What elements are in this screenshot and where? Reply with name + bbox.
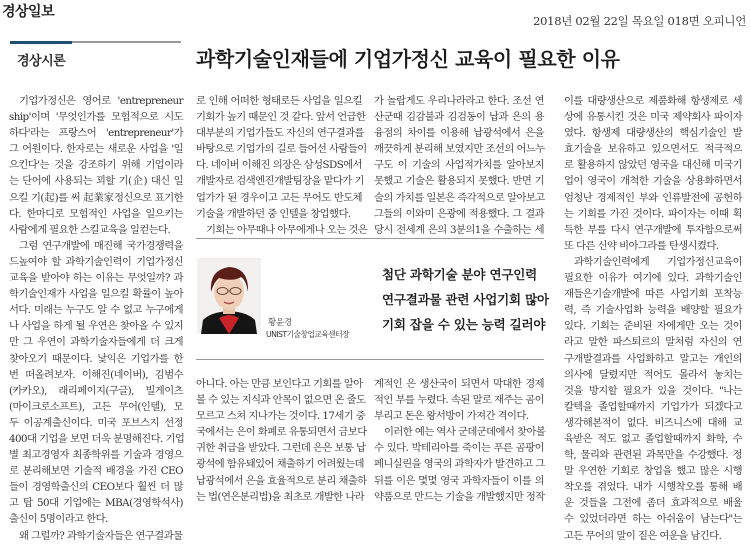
article-text-line: ship'이며 '무엇인가를 모험적으로 시도 <box>9 111 183 124</box>
article-text-line: 업가가 된 경우이고 고든 무어도 반도체 <box>196 191 362 204</box>
subheading-3: 기회 잡을 수 있는 능력 길러야 <box>382 317 546 332</box>
article-text-line: 귀한 취급을 받았다. 그런데 은은 보통 납 <box>196 442 366 455</box>
article-text-line: 별 최고경영자 최종학위를 기술과 경영으 <box>9 449 183 462</box>
article-text-line: 학기술인재가 사업을 일으킬 확률이 높아 <box>9 288 183 301</box>
article-text-line: 출신이 5명이라고 한다. <box>9 513 108 526</box>
article-text-line: 것을 방지할 필요가 있을 것이다. "나는 <box>564 384 742 397</box>
article-text-line: 말 우연한 기회로 창업을 했고 많은 시행 <box>564 465 742 478</box>
article-text-line: 찾아오기 때문이다. 낯익은 기업가를 한 <box>9 352 183 365</box>
article-text-line: 페니실린을 영국의 과학자가 발견하고 그 <box>374 458 545 471</box>
article-text-line: 400대 기업을 보면 더욱 분명해진다. 기업 <box>9 432 185 445</box>
article-text-line: 수 있다. 박테리아를 죽이는 푸른 곰팡이 <box>374 442 544 455</box>
article-text-line: 득한 부를 다시 연구개발에 투자함으로써 <box>564 223 742 236</box>
article-text-line: 또 다른 신약 비아그라를 탄생시켰다. <box>564 239 719 252</box>
article-text-line: 드높여야 할 과학기술인력이 기업가정신 <box>9 255 183 268</box>
article-text-line: 납광석에서 은을 효율적으로 분리 채출하 <box>196 474 367 487</box>
article-text-line: 교육을 받아야 하는 이유는 무엇일까? 과 <box>9 272 183 285</box>
article-text-line: 왜 그럴까? 과학기술자들은 연구결과물 <box>19 529 183 542</box>
article-text-line: 그 어원이다. 한자로는 새로운 사업을 '일 <box>9 143 183 156</box>
article-text-line: 가 놀랍게도 우리나라라고 한다. 조선 연 <box>374 95 544 107</box>
article-text-line: 였다. 항생제 대량생산의 핵심기술인 발 <box>564 127 742 140</box>
dateline: 2018년 02월 22일 목요일 018면 오피니언 <box>533 14 746 28</box>
article-text-line: 는 법(연은분리법)을 최초로 개발한 나라 <box>196 490 365 503</box>
article-text-line: 사람에게 필요한 스킬교육을 일컫는다. <box>9 223 171 236</box>
article-text-line: 육받은 적도 없고 졸업할때까지 화학, 수 <box>564 432 742 445</box>
article-text-line: 들이 경영학출신의 CEO보다 훨씬 더 많 <box>9 481 183 494</box>
article-text-line: 광석에 함유돼있어 채출하기 어려웠는데 <box>196 458 364 471</box>
article-text-line: 기회가 높기 때문인 것 같다. 앞서 언급한 <box>196 111 366 124</box>
article-text-line: 효기술을 보유하고 있으면서도 적극적으 <box>564 143 742 156</box>
author-name: 황윤경 <box>268 318 292 328</box>
article-text-line: 나 사업을 하게 될 우연은 찾아올 수 있지 <box>9 320 183 333</box>
article-text-line: 서다. 미래는 누구도 알 수 없고 누구에게 <box>9 304 183 317</box>
article-text-line: 모르고 스쳐 지나가는 것이다. 17세기 중 <box>196 410 366 423</box>
article-text-line: 다. 네이버 이해진 의장은 삼성SDS에서 <box>196 159 362 172</box>
article-column-2 <box>196 93 368 238</box>
author-title: UNIST기술창업교육센터장 <box>266 330 349 339</box>
article-text-line: 로 활용하지 않았던 영국을 대신해 미국기 <box>564 159 742 172</box>
article-text-line: (마이크로소프트), 고든 무어(인텔), 모 <box>9 400 183 413</box>
article-text-line: 로 분리해보면 기술적 배경을 가진 CEO <box>9 465 183 478</box>
article-text-line: 이러한 예는 역사 군데군데에서 찾아볼 <box>384 426 546 439</box>
article-text-line: 있다. 기회는 준비된 자에게만 오는 것이 <box>564 320 742 333</box>
article-column-1 <box>9 93 183 544</box>
section-rule <box>10 41 181 43</box>
article-text-line: 기업가정신은 영어로 'entrepreneur <box>19 95 183 107</box>
article-text-line: 당시 전세계 은의 3분의1을 수출하는 세 <box>374 223 544 236</box>
article-text-line: 업이 영국이 개척한 기술을 상용화하면서 <box>564 175 742 188</box>
article-text-line: 착오를 겪었다. 내가 시행착오를 통해 배 <box>564 481 742 494</box>
article-text-line: 으킬 기(起)를 써 起業家정신으로 표기한 <box>9 191 183 204</box>
article-text-line: 아니다. 아는 만큼 보인다고 기회를 알아 <box>196 378 363 390</box>
article-text-line: 개발자로 검색엔진개발팀장을 맡다가 기 <box>196 175 364 188</box>
article-text-line: 재들은기술개발에 따른 사업기회 포착능 <box>564 288 742 301</box>
article-text-line: 만 그 우연이 과학기술자들에게 더 크게 <box>9 336 183 349</box>
article-text-line: 볼 수 있는 지식과 안목이 없으면 온 줄도 <box>196 394 366 407</box>
author-photo <box>197 258 261 334</box>
article-text-line: 수 있었더라면 하는 아쉬움이 남는다"는 <box>564 513 742 526</box>
article-text-line: 못했고 기술은 활용되지 못했다. 반면 기 <box>374 175 544 188</box>
article-text-line: 으킨다'는 것을 강조하기 위해 기업이라 <box>9 159 183 172</box>
article-text-line: 고든 무어의 말이 짙은 여운을 남긴다. <box>564 529 722 542</box>
article-text-line: 이를 대량생산으로 제품화해 항생제로 세 <box>564 95 742 107</box>
section-label: 경상시론 <box>17 54 66 69</box>
article-column-3 <box>374 93 544 238</box>
article-text-line: 계적인 은 생산국이 되면서 막대한 경제 <box>374 378 544 390</box>
article-text-line: 고 탑 50대 기업에는 MBA(경영학석사) <box>9 497 183 510</box>
divider-top <box>196 238 544 239</box>
article-column-4 <box>564 93 742 544</box>
article-text-line: 하다'라는 프랑스어 'entrepreneur'가 <box>9 127 183 140</box>
article-text-line: 기술을 개발하던 중 인텔을 창업했다. <box>196 207 351 220</box>
divider-bottom <box>196 359 544 360</box>
article-text-line: 부리고 돈은 왕서방이 가져간 격이다. <box>374 410 529 423</box>
article-text-line: 상에 유통시킨 것은 미국 제약회사 파이자 <box>564 111 742 124</box>
article-text-line: 구개발결과를 사업화하고 말고는 개인의 <box>564 352 742 365</box>
article-text-line: 술의 가치를 일본은 즉각적으로 알아보고 <box>374 191 545 204</box>
article-text-line: 로 인해 어떠한 형태로든 사업을 일으킬 <box>196 95 362 107</box>
article-text-line: 구도 이 기술의 사업적가치를 알아보지 <box>374 159 544 172</box>
article-text-line: 엄청난 경제적인 부와 인류발전에 공헌하 <box>564 191 742 204</box>
article-text-line: 는 기회를 가진 것이다. 파이자는 이때 획 <box>564 207 742 220</box>
article-text-line: 번 떠올려보자. 이해진(네이버), 김범수 <box>9 368 183 381</box>
article-text-line: 뒤를 이은 몇몇 영국 과학자들이 이를 의 <box>374 474 544 487</box>
subheadings <box>382 262 549 337</box>
article-text-line: 두 이공계출신이다. 미국 포브스지 선정 <box>9 416 183 429</box>
article-text-line: 그럼 연구개발에 매진해 국가경쟁력을 <box>19 239 183 252</box>
article-text-line: 융점의 차이를 이용해 납광석에서 은을 <box>374 127 544 140</box>
article-text-line: 다. 한마디로 모험적인 사업을 일으키는 <box>9 207 183 220</box>
article-text-line: 필요한 이유가 여기에 있다. 과학기술인 <box>564 272 742 285</box>
article-text-line: 국에서는 은이 화폐로 유통되면서 금보다 <box>196 426 367 439</box>
article-text-line: 적인 부를 누렸다. 속된 말로 재주는 곰이 <box>374 394 544 407</box>
article-text-line: 학, 물리와 관련된 과목만을 수강했다. 정 <box>564 449 742 462</box>
article-text-line: 는 단어에 사용되는 꾀할 기(企) 대신 일 <box>9 175 183 188</box>
article-text-line: 산군때 김감불과 김검동이 납과 은의 용 <box>374 111 544 124</box>
article-text-line: 력, 즉 기술사업화 능력을 배양할 필요가 <box>564 304 742 317</box>
article-text-line: 그들의 이와미 은광에 적용했다. 그 결과 <box>374 207 544 220</box>
subheading-1: 첨단 과학기술 분야 연구인력 <box>382 267 537 282</box>
article-column-3-lower <box>374 376 544 505</box>
article-text-line: 라고 말한 파스퇴르의 말처럼 자신의 연 <box>564 336 742 349</box>
newspaper-masthead: 경상일보 <box>2 4 55 20</box>
article-text-line: 기회는 아무때나 아무에게나 오는 것은 <box>206 223 368 236</box>
article-headline: 과학기술인재들에 기업가정신 교육이 필요한 이유 <box>196 47 620 71</box>
subheading-2: 연구결과물 관련 사업기회 많아 <box>382 292 549 307</box>
article-text-line: 운 것들을 그전에 좀더 효과적으로 배울 <box>564 497 742 510</box>
article-text-line: 바탕으로 기업가의 길로 들어선 사람들이 <box>196 143 367 156</box>
article-text-line: (카카오), 래리페이지(구글), 빌게이츠 <box>9 384 183 397</box>
article-text-line: 약품으로 만드는 기술을 개발했지만 정작 <box>374 490 545 503</box>
article-text-line: 깨끗하게 분리해 보였지만 조선의 어느누 <box>374 143 545 156</box>
section-rule-accent <box>10 41 72 44</box>
article-text-line: 대부분의 기업가들도 자신의 연구결과를 <box>196 127 364 140</box>
article-text-line: 칼텍을 졸업할때까지 기업가가 되겠다고 <box>564 400 742 413</box>
article-text-line: 생각해본적이 없다. 비즈니스에 대해 교 <box>564 416 742 429</box>
article-column-2-lower <box>196 376 367 505</box>
author-portrait-icon <box>197 258 261 334</box>
article-text-line: 의사에 달렸지만 적어도 몰라서 놓치는 <box>564 368 742 381</box>
article-text-line: 과학기술인력에게 기업가정신교육이 <box>574 255 742 268</box>
